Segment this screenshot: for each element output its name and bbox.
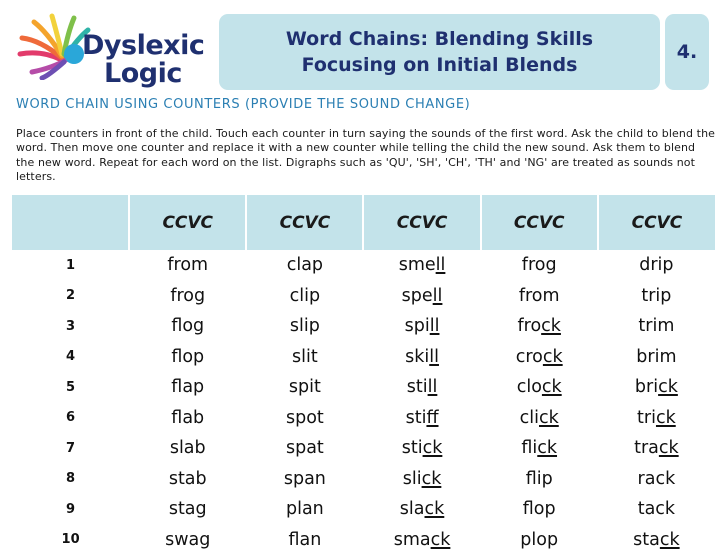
word-text: from — [518, 285, 560, 306]
logo-text-line2: Logic — [104, 58, 182, 89]
changed-sound: ck — [430, 529, 451, 550]
row-number: 6 — [66, 410, 76, 426]
word-cell — [481, 281, 598, 312]
changed-sound: ll — [429, 316, 440, 337]
word-text: trip — [641, 285, 672, 306]
changed-sound: ck — [655, 407, 676, 428]
table-row — [12, 464, 715, 495]
table-row — [12, 525, 715, 556]
changed-sound: ll — [427, 377, 438, 398]
table-row — [12, 250, 715, 281]
word-cell — [363, 342, 480, 373]
section-subtitle: WORD CHAIN USING COUNTERS (PROVIDE THE SOUND CHANGE) — [16, 97, 471, 112]
word-text: cro — [515, 346, 543, 367]
word-text: plan — [285, 499, 324, 520]
changed-sound: ck — [421, 468, 442, 489]
changed-sound: ck — [539, 407, 559, 428]
word-cell — [246, 281, 363, 312]
changed-sound: ck — [541, 316, 561, 337]
word-cell — [481, 525, 598, 556]
word-cell — [129, 494, 246, 525]
changed-sound: ff — [426, 407, 439, 428]
logo-text-line1: Dyslexic — [82, 30, 205, 61]
word-text: sti — [401, 438, 423, 459]
table-row — [12, 372, 715, 403]
word-cell — [363, 433, 480, 464]
logo — [12, 10, 212, 92]
word-cell — [363, 281, 480, 312]
header-number-column — [12, 195, 129, 250]
word-cell — [363, 464, 480, 495]
word-text: spit — [288, 377, 321, 398]
changed-sound: ck — [424, 499, 445, 520]
word-cell — [598, 342, 715, 373]
table-row — [12, 311, 715, 342]
table-row — [12, 342, 715, 373]
word-cell — [481, 342, 598, 373]
row-number: 2 — [66, 288, 76, 304]
word-text: trim — [638, 316, 675, 337]
word-text: cli — [519, 407, 539, 428]
word-text: spi — [404, 316, 430, 337]
changed-sound: ck — [659, 529, 680, 550]
word-text: flop — [522, 499, 556, 520]
word-cell — [363, 372, 480, 403]
row-number: 10 — [61, 532, 80, 548]
word-text: rack — [637, 468, 676, 489]
word-text: spat — [285, 438, 324, 459]
row-number: 7 — [66, 440, 76, 456]
word-cell — [129, 403, 246, 434]
word-cell — [129, 464, 246, 495]
word-cell — [129, 433, 246, 464]
page-number: 4. — [665, 14, 709, 90]
row-number: 9 — [66, 501, 76, 517]
word-cell — [246, 311, 363, 342]
word-text: ski — [405, 346, 430, 367]
word-cell — [246, 494, 363, 525]
word-text: sme — [398, 255, 436, 276]
table-row — [12, 403, 715, 434]
word-cell — [246, 342, 363, 373]
word-cell — [129, 311, 246, 342]
title-line2: Focusing on Initial Blends — [301, 54, 578, 76]
word-text: stab — [168, 468, 207, 489]
instructions: Place counters in front of the child. Touch each counter in turn saying the sounds of the first word. Ask the child to blend the word. Then move one counter and replace it with a new counter while telling the child the new sound. Ask them to blend the new word. Repeat for each word on the list. Digraphs such as 'QU', 'SH', 'CH', 'TH' and 'NG' are treated as sounds not letters. — [16, 127, 716, 183]
word-cell — [598, 525, 715, 556]
row-number: 3 — [66, 318, 76, 334]
word-cell — [363, 250, 480, 281]
word-text: fli — [521, 438, 538, 459]
word-text: flab — [171, 407, 205, 428]
title-box — [219, 14, 660, 90]
word-cell — [246, 250, 363, 281]
word-text: plop — [520, 529, 559, 550]
changed-sound: ll — [429, 346, 439, 367]
word-text: spot — [285, 407, 324, 428]
word-text: sta — [633, 529, 660, 550]
word-cell — [363, 494, 480, 525]
header-ccvc: CCVC — [129, 195, 246, 250]
word-text: frog — [170, 285, 206, 306]
word-cell — [481, 311, 598, 342]
word-cell — [598, 250, 715, 281]
word-text: frog — [521, 255, 557, 276]
table-row — [12, 494, 715, 525]
word-cell — [129, 281, 246, 312]
word-cell — [598, 494, 715, 525]
word-text: brim — [636, 346, 677, 367]
header-ccvc: CCVC — [598, 195, 715, 250]
word-text: flip — [525, 468, 553, 489]
word-text: sli — [402, 468, 422, 489]
word-text: from — [167, 255, 209, 276]
changed-sound: ck — [537, 438, 558, 459]
word-cell — [129, 372, 246, 403]
word-cell — [598, 281, 715, 312]
word-text: stag — [168, 499, 207, 520]
word-cell — [129, 525, 246, 556]
word-text: spe — [401, 285, 433, 306]
word-text: clip — [289, 285, 321, 306]
word-cell — [363, 525, 480, 556]
word-text: flap — [171, 377, 205, 398]
word-cell — [481, 464, 598, 495]
word-text: sti — [406, 377, 428, 398]
changed-sound: ll — [435, 255, 446, 276]
logo-burst-icon — [12, 10, 92, 80]
table-row — [12, 433, 715, 464]
word-cell — [129, 342, 246, 373]
word-cell — [246, 525, 363, 556]
header-ccvc: CCVC — [246, 195, 363, 250]
word-cell — [598, 372, 715, 403]
word-text: bri — [634, 377, 659, 398]
word-text: sma — [393, 529, 431, 550]
word-cell — [363, 403, 480, 434]
word-text: flan — [288, 529, 322, 550]
word-text: tack — [637, 499, 676, 520]
word-text: swag — [165, 529, 211, 550]
word-text: sti — [405, 407, 427, 428]
word-cell — [246, 403, 363, 434]
changed-sound: ck — [658, 377, 678, 398]
changed-sound: ck — [541, 377, 562, 398]
row-number: 5 — [66, 379, 76, 395]
word-cell — [129, 250, 246, 281]
word-cell — [363, 311, 480, 342]
word-text: flog — [171, 316, 205, 337]
word-text: slab — [169, 438, 206, 459]
word-cell — [246, 372, 363, 403]
word-cell — [598, 403, 715, 434]
changed-sound: ck — [542, 346, 563, 367]
changed-sound: ck — [422, 438, 443, 459]
table-body — [12, 250, 715, 555]
title-line1: Word Chains: Blending Skills — [285, 28, 594, 50]
word-text: slip — [289, 316, 320, 337]
header-ccvc: CCVC — [481, 195, 598, 250]
changed-sound: ll — [432, 285, 443, 306]
word-cell — [598, 464, 715, 495]
word-text: clo — [516, 377, 542, 398]
word-chain-table — [12, 195, 715, 555]
word-text: tra — [634, 438, 659, 459]
word-cell — [481, 494, 598, 525]
word-text: fro — [517, 316, 542, 337]
word-text: clap — [286, 255, 324, 276]
row-number: 1 — [66, 257, 76, 273]
word-text: slit — [292, 346, 318, 367]
word-cell — [246, 464, 363, 495]
word-cell — [481, 433, 598, 464]
table-header-row — [12, 195, 715, 250]
word-text: sla — [399, 499, 425, 520]
word-text: tri — [637, 407, 656, 428]
word-cell — [246, 433, 363, 464]
table-row — [12, 281, 715, 312]
row-number: 4 — [66, 349, 76, 365]
word-cell — [598, 433, 715, 464]
changed-sound: ck — [658, 438, 679, 459]
word-cell — [481, 250, 598, 281]
header-ccvc: CCVC — [363, 195, 480, 250]
word-cell — [481, 403, 598, 434]
word-text: span — [283, 468, 326, 489]
word-text: flop — [171, 346, 205, 367]
word-cell — [481, 372, 598, 403]
word-text: drip — [639, 255, 674, 276]
word-cell — [598, 311, 715, 342]
row-number: 8 — [66, 471, 76, 487]
